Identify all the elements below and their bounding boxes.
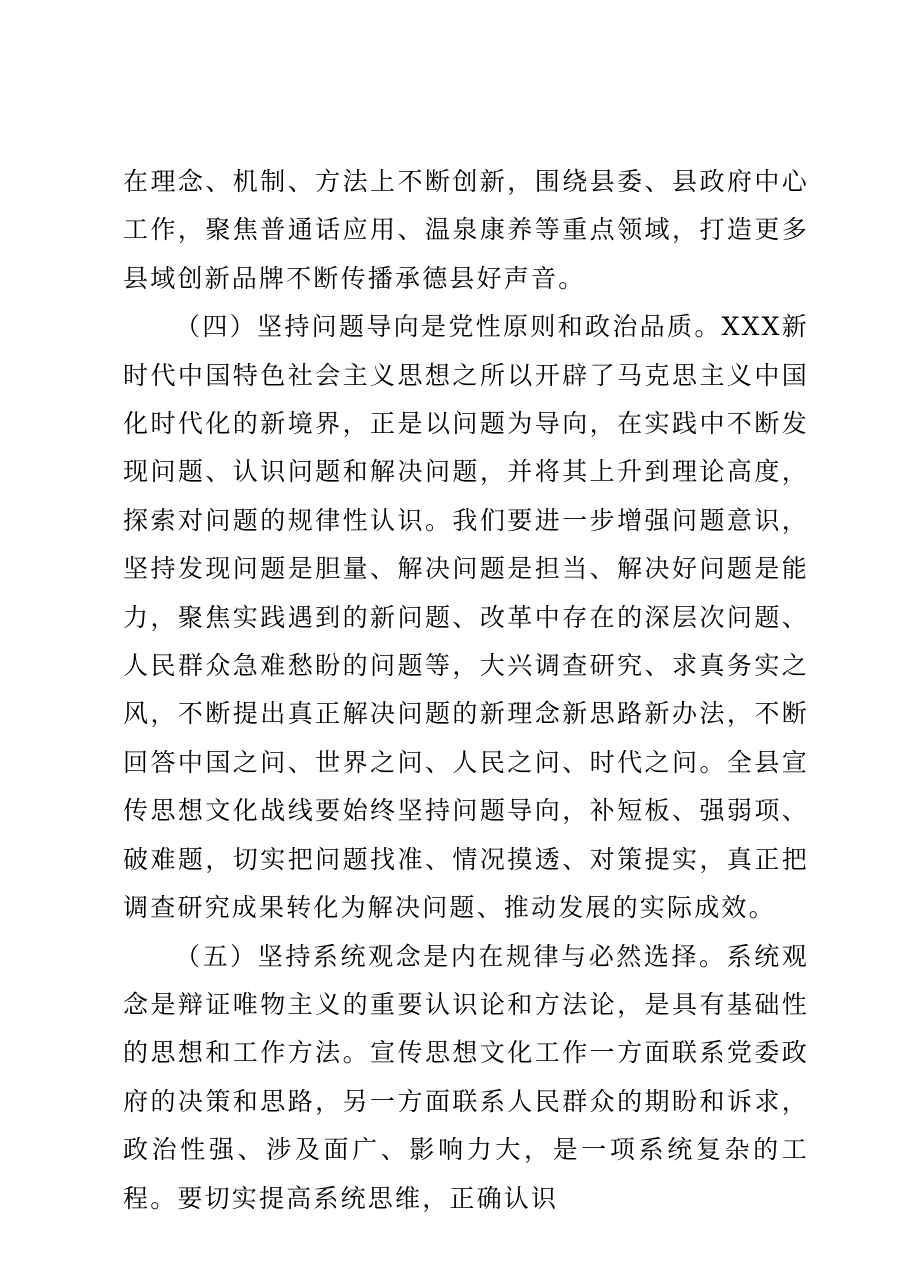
paragraph-section-five: （五）坚持系统观念是内在规律与必然选择。系统观念是辩证唯物主义的重要认识论和方法论，是具有基础性的思想和工作方法。宣传思想文化工作一方面联系党委政府的决策和思路，另一方面联系人民群众的期盼和诉求，政治性强、涉及面广、影响力大，是一项系统复杂的工程。要切实提高系统思维，正确认识 bbox=[123, 941, 809, 1213]
document-body bbox=[123, 158, 809, 1223]
paragraph-section-four: （四）坚持问题导向是党性原则和政治品质。XXX新时代中国特色社会主义思想之所以开辟了马克思主义中国化时代化的新境界，正是以问题为导向，在实践中不断发现问题、认识问题和解决问题，并将其上升到理论高度，探索对问题的规律性认识。我们要进一步增强问题意识，坚持发现问题是胆量、解决问题是担当、解决好问题是能力，聚焦实践遇到的新问题、改革中存在的深层次问题、人民群众急难愁盼的问题等，大兴调查研究、求真务实之风，不断提出真正解决问题的新理念新思路新办法，不断回答中国之问、世界之问、人民之问、时代之问。全县宣传思想文化战线要始终坚持问题导向，补短板、强弱项、破难题，切实把问题找准、情况摸透、对策提实，真正把调查研究成果转化为解决问题、推动发展的实际成效。 bbox=[123, 312, 809, 923]
paragraph-continuation: 在理念、机制、方法上不断创新，围绕县委、县政府中心工作，聚焦普通话应用、温泉康养等重点领域，打造更多县域创新品牌不断传播承德县好声音。 bbox=[123, 167, 809, 293]
